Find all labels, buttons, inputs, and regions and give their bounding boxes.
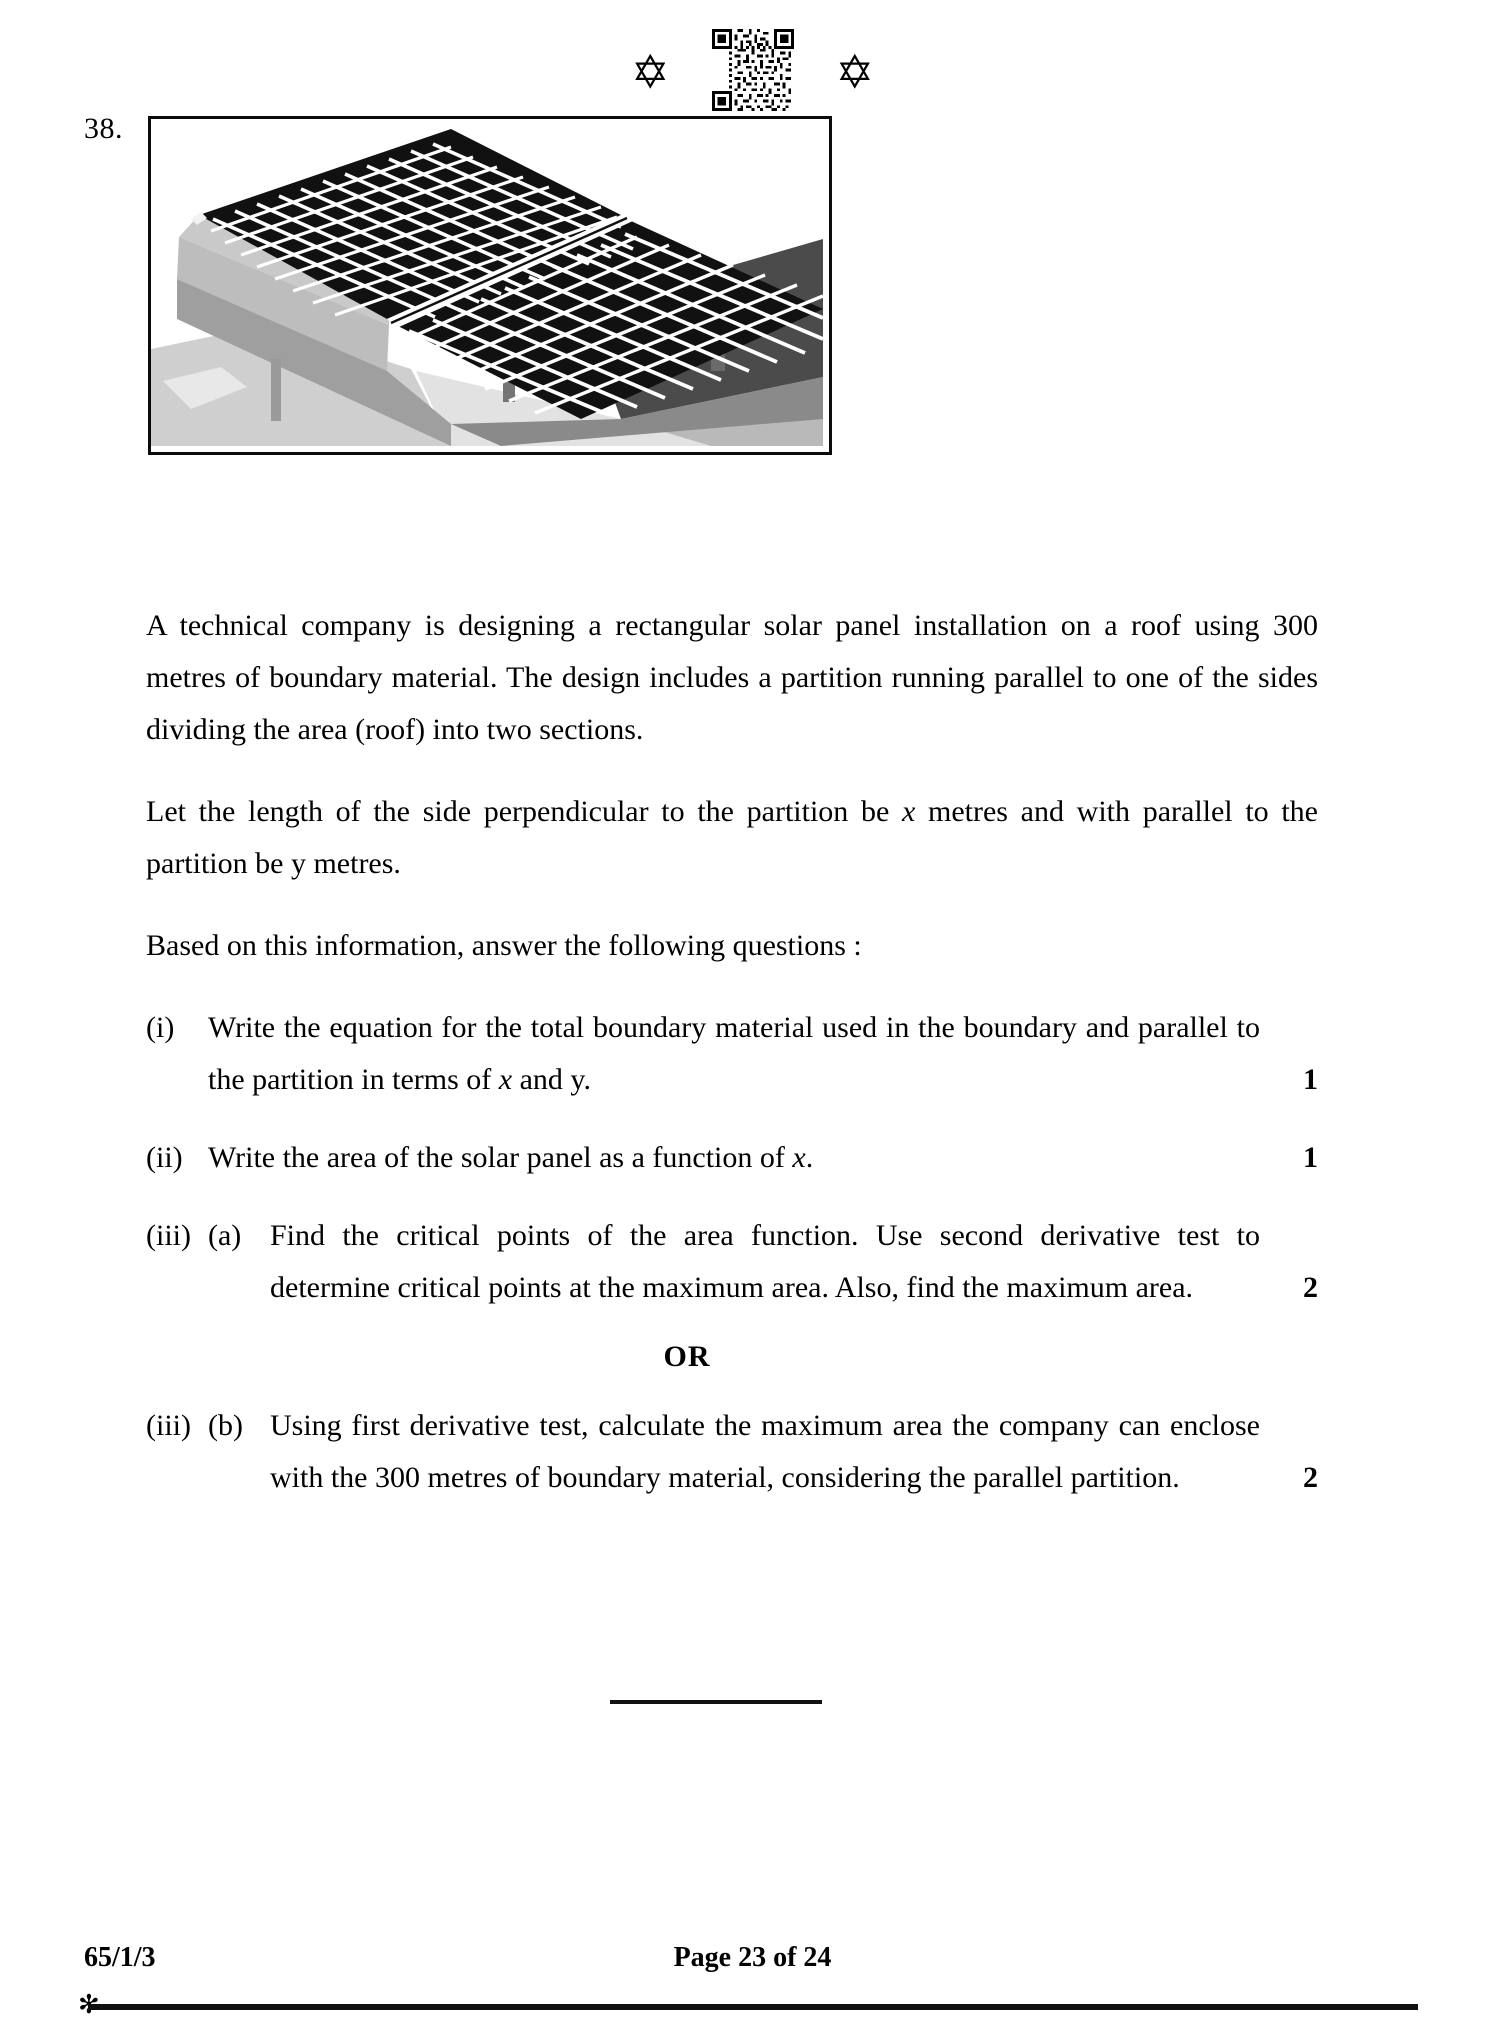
item-ii-text-pre: Write the area of the solar panel as a function of xyxy=(208,1141,793,1174)
item-marks-ii: 1 xyxy=(1303,1141,1318,1174)
item-sublabel-a: (a) xyxy=(208,1219,242,1252)
footer-rule xyxy=(88,2004,1418,2010)
paper-code: 65/1/3 xyxy=(84,1942,156,1973)
star-icon-left: ✡ xyxy=(630,45,670,99)
para2-variable-x: x xyxy=(902,795,916,828)
page-indicator: Page 23 of 24 xyxy=(673,1942,832,1973)
section-end-rule xyxy=(610,1700,822,1704)
item-i-text-pre: Write the equation for the total boundary material used in the boundary and parallel to the partition in terms of xyxy=(208,1011,1260,1096)
sub-question-iii-b xyxy=(146,1400,1318,1504)
item-ii-variable-x: x xyxy=(792,1141,806,1174)
item-text-iii-a: Find the critical points of the area function. Use second derivative test to determine critical points at the maximum area. Also, find the maximum area. xyxy=(270,1219,1260,1304)
paragraph-context: A technical company is designing a rectangular solar panel installation on a roof using 300 metres of boundary material. The design includes a partition running parallel to one of the sides dividing the area (roof) into two sections. xyxy=(146,609,1318,746)
item-label-iii-a: (iii) xyxy=(146,1219,191,1252)
flower-icon: ✻ xyxy=(78,1990,100,2020)
sub-question-iii-a xyxy=(146,1210,1318,1314)
item-i-variable-x: x xyxy=(498,1063,513,1096)
page-footer xyxy=(0,1942,1505,2020)
item-marks-i: 1 xyxy=(1303,1063,1318,1096)
solar-panel-figure xyxy=(148,116,832,455)
paragraph-variables xyxy=(146,786,1318,890)
para2-post: metres and with parallel to the partition be y metres. xyxy=(146,795,1318,880)
item-label-i: (i) xyxy=(146,1011,175,1044)
paragraph-instruction: Based on this information, answer the following questions : xyxy=(146,929,862,962)
item-ii-text-post: . xyxy=(805,1141,814,1174)
sub-questions-list xyxy=(146,1002,1318,1504)
item-label-iii-b: (iii) xyxy=(146,1409,191,1442)
question-content xyxy=(146,600,1318,1530)
item-sublabel-b: (b) xyxy=(208,1409,243,1442)
page-header xyxy=(0,22,1505,118)
item-i-text-post: and y. xyxy=(512,1063,591,1096)
or-separator: OR xyxy=(663,1340,711,1373)
qr-code-icon xyxy=(712,29,794,111)
para2-pre: Let the length of the side perpendicular to the partition be xyxy=(146,795,902,828)
question-number: 38. xyxy=(84,112,123,145)
sub-question-ii xyxy=(146,1132,1318,1184)
item-label-ii: (ii) xyxy=(146,1141,183,1174)
item-marks-iii-b: 2 xyxy=(1303,1461,1318,1494)
sub-question-i xyxy=(146,1002,1318,1106)
item-marks-iii-a: 2 xyxy=(1303,1271,1318,1304)
star-icon-right: ✡ xyxy=(835,45,875,99)
item-text-iii-b: Using first derivative test, calculate the maximum area the company can enclose with the 300 metres of boundary material, considering the parallel partition. xyxy=(270,1409,1260,1494)
item-text-i xyxy=(208,1002,1272,1106)
qr-code-svg xyxy=(712,29,794,111)
solar-panel-illustration xyxy=(151,119,823,446)
item-text-ii xyxy=(208,1132,1272,1184)
